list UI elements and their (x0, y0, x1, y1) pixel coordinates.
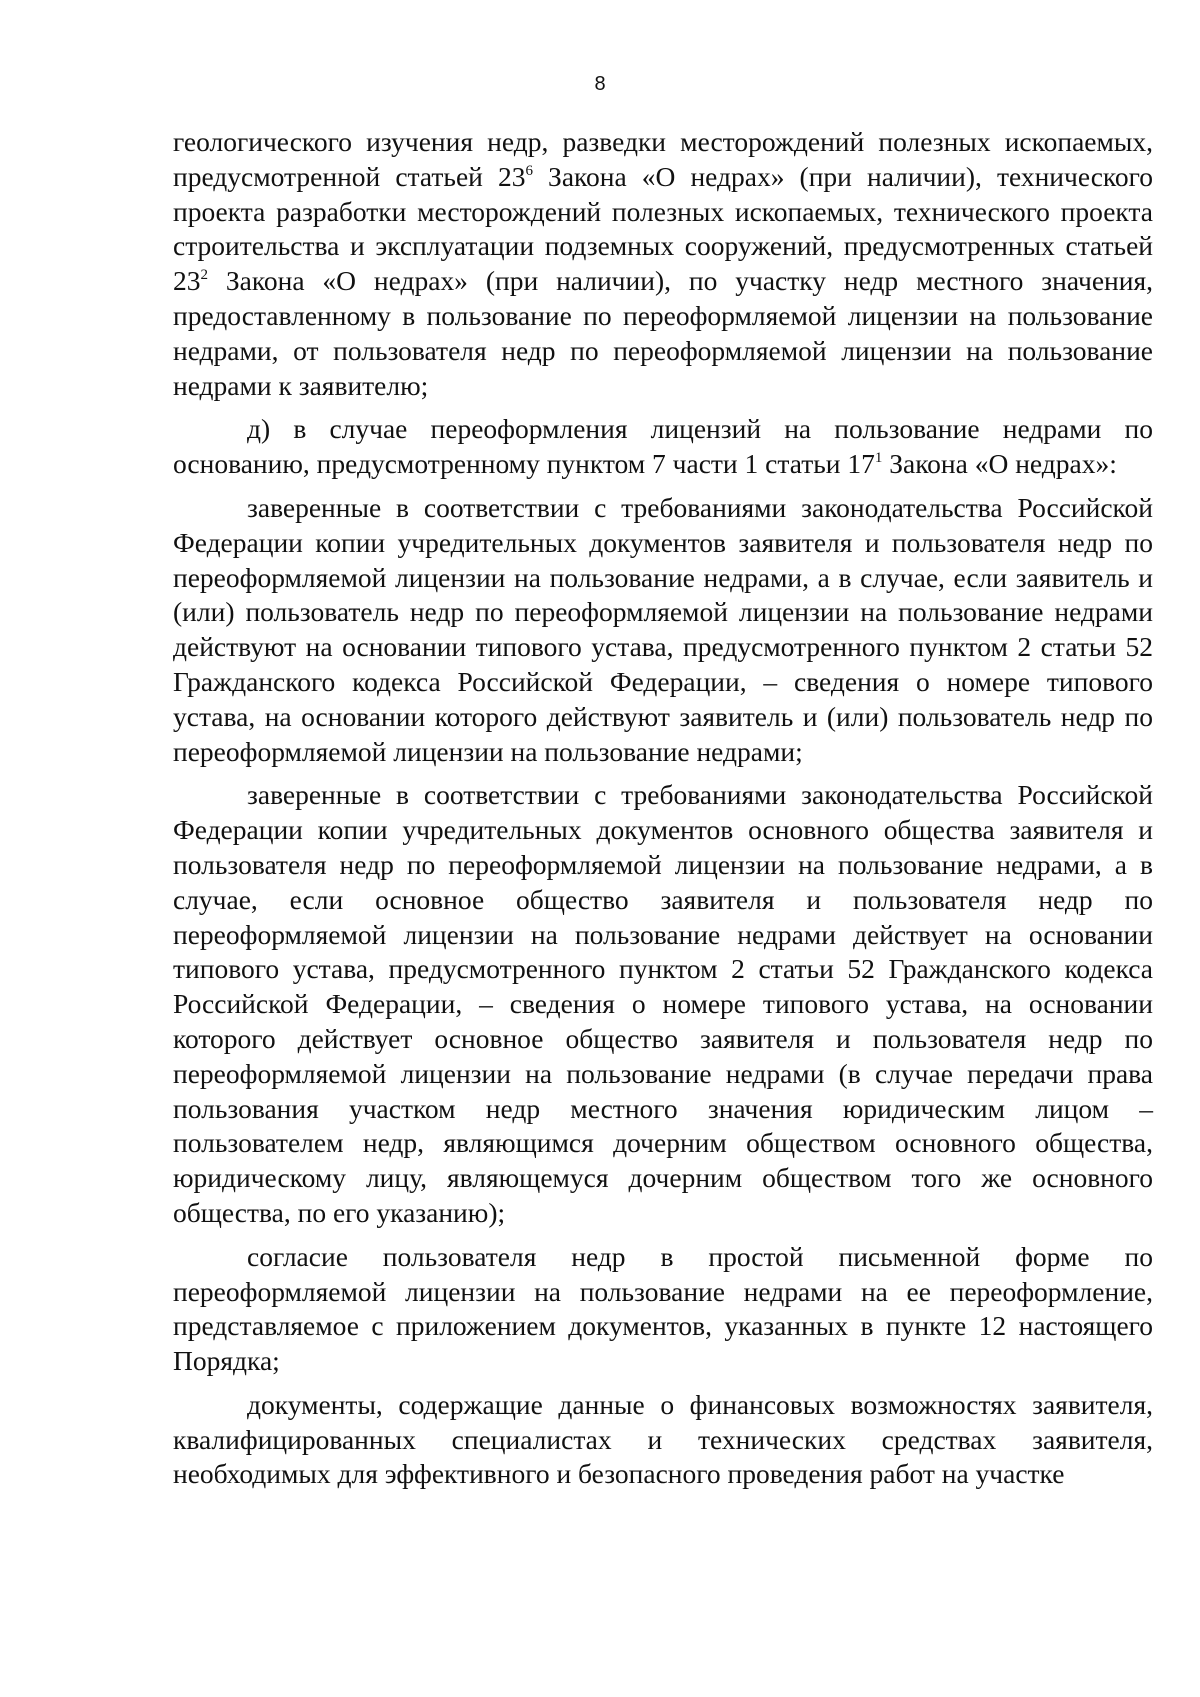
paragraph-text: геологического изучения недр, разведки месторождений полезных ископаемых, предусмотренной статьей 23 (173, 126, 1153, 192)
paragraph-text: д) в случае переоформления лицензий на пользование недрами по основанию, предусмотренному пунктом 7 части 1 статьи 17 (173, 413, 1153, 480)
superscript: 2 (200, 266, 208, 283)
superscript: 1 (874, 449, 883, 466)
paragraph-item-d (173, 412, 1153, 482)
paragraph-text: Закона «О недрах» (при наличии), технического проекта разработки месторождений полезных ископаемых, технического проекта строительства и эксплуатации подземных сооружений, предусмотренных статьей 23 (173, 160, 1153, 297)
document-body (173, 125, 1153, 1492)
paragraph: заверенные в соответствии с требованиями законодательства Российской Федерации копии учредительных документов заявителя и пользователя недр по переоформляемой лицензии на пользование недрами, а в случае, если заявитель и (или) пользователь недр по переоформляемой лицензии на пользование недрами действуют на основании типового устава, предусмотренного пунктом 2 статьи 52 Гражданского кодекса Российской Федерации, – сведения о номере типового устава, на основании которого действуют заявитель и (или) пользователь недр по переоформляемой лицензии на пользование недрами; (173, 491, 1153, 767)
paragraph: документы, содержащие данные о финансовых возможностях заявителя, квалифицированных специалистах и технических средствах заявителя, необходимых для эффективного и безопасного проведения работ на участке (173, 1388, 1153, 1490)
superscript: 6 (525, 162, 533, 179)
paragraph-text: Закона «О недрах» (при наличии), по участку недр местного значения, предоставленному в пользование по переоформляемой лицензии на пользование недрами, от пользователя недр по переоформляемой лицензии на пользование недрами к заявителю; (173, 265, 1153, 401)
paragraph-text: Закона «О недрах»: (882, 448, 1117, 480)
paragraph: заверенные в соответствии с требованиями законодательства Российской Федерации копии учредительных документов основного общества заявителя и пользователя недр по переоформляемой лицензии на пользование недрами, а в случае, если основное общество заявителя и пользователя недр по переоформляемой лицензии на пользование недрами действует на основании типового устава, предусмотренного пунктом 2 статьи 52 Гражданского кодекса Российской Федерации, – сведения о номере типового устава, на основании которого действует основное общество заявителя и пользователя недр по переоформляемой лицензии на пользование недрами (в случае передачи права пользования участком недр местного значения юридическим лицом – пользователем недр, являющимся дочерним обществом основного общества, юридическому лицу, являющемуся дочерним обществом того же основного общества, по его указанию); (173, 779, 1153, 1228)
page-number: 8 (594, 73, 606, 95)
paragraph-continuation (173, 125, 1153, 403)
paragraph: согласие пользователя недр в простой письменной форме по переоформляемой лицензии на пользование недрами на ее переоформление, представляемое с приложением документов, указанных в пункте 12 настоящего Порядка; (173, 1240, 1153, 1377)
